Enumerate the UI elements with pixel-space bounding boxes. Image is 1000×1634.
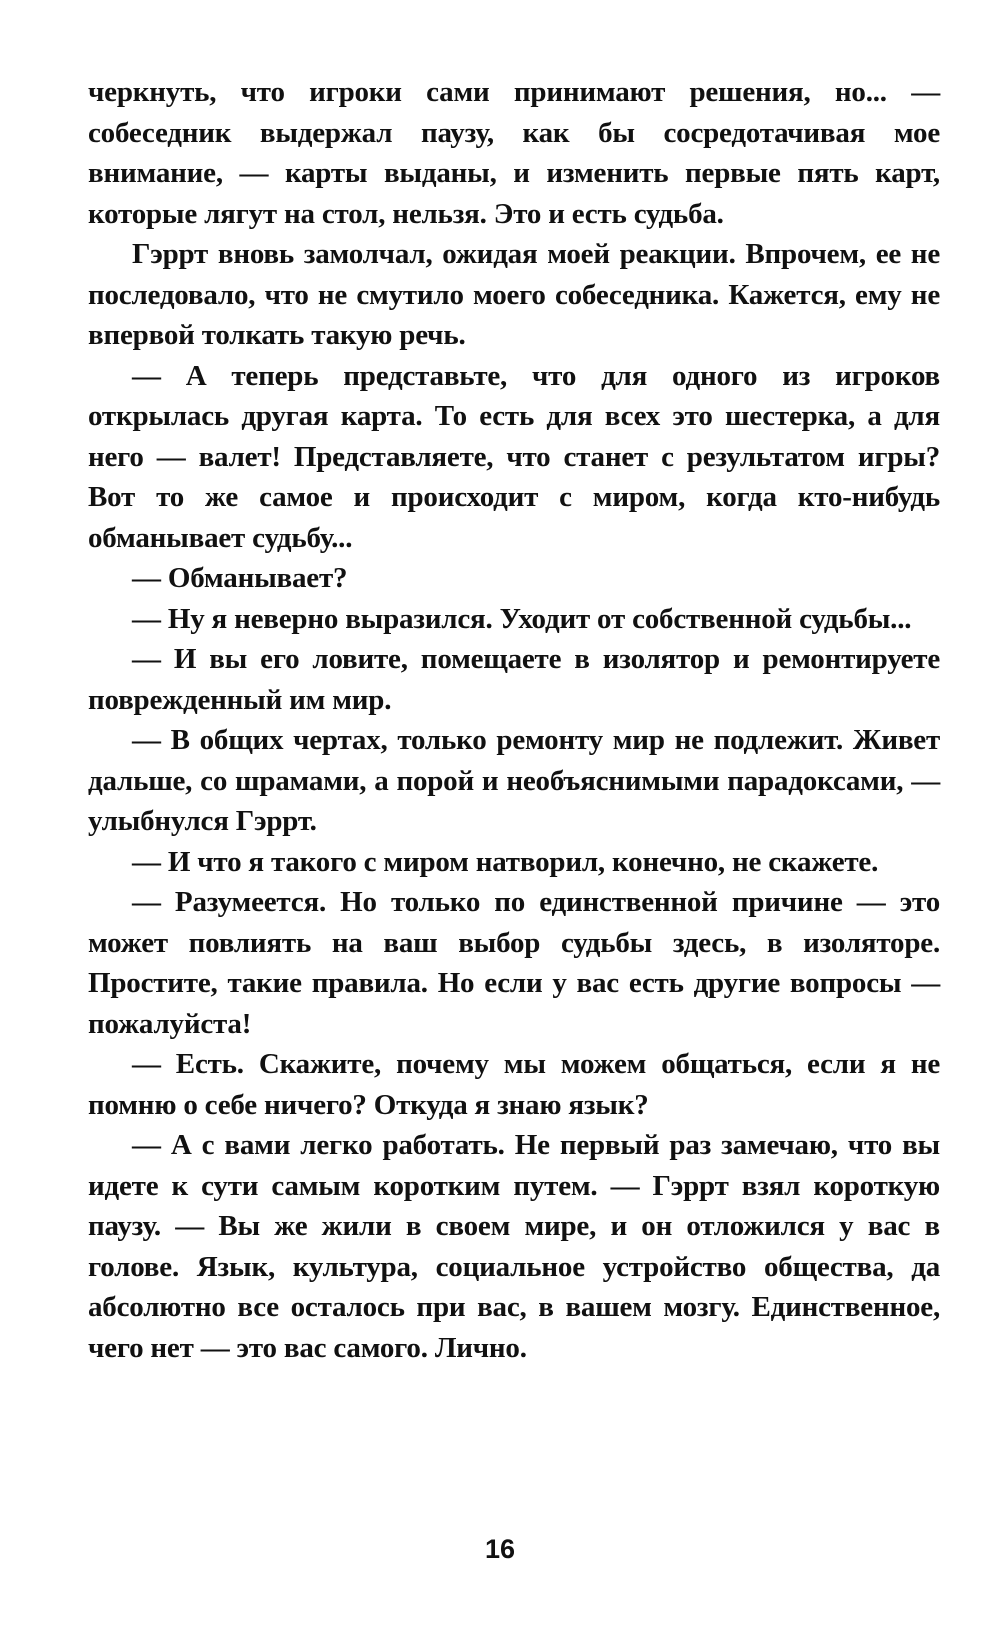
dialogue-line: — И что я такого с миром натворил, конечно, не скажете.: [132, 845, 879, 878]
dialogue-line: — А теперь представьте, что для одного из игроков открылась другая карта. То есть для всех это шестерка, а для него — валет! Представляете, что станет с результатом игры? Вот то же самое и происходит с миром, когда кто-нибудь обманывает судьбу...: [88, 359, 940, 554]
paragraph-continuation: черкнуть, что игроки сами принимают решения, но... — собеседник выдержал паузу, как бы сосредотачивая мое внимание, — карты выданы, и изменить первые пять карт, которые лягут на стол, нельзя. Это и есть судьба.: [88, 76, 940, 230]
dialogue-line: — Разумеется. Но только по единственной причине — это может повлиять на ваш выбор судьбы здесь, в изоляторе. Простите, такие правила. Но если у вас есть другие вопросы — пожалуйста!: [88, 886, 940, 1040]
dialogue-line: — В общих чертах, только ремонту мир не подлежит. Живет дальше, со шрамами, а порой и необъяснимыми парадоксами, — улыбнулся Гэррт.: [88, 724, 940, 837]
dialogue-line: — А с вами легко работать. Не первый раз замечаю, что вы идете к сути самым коротким путем. — Гэррт взял короткую паузу. — Вы же жили в своем мире, и он отложился у вас в голове. Язык, культура, социальное устройство общества, да абсолютно все осталось при вас, в вашем мозгу. Единственное, чего нет — это вас самого. Лично.: [88, 1129, 940, 1364]
dialogue-line: — И вы его ловите, помещаете в изолятор и ремонтируете поврежденный им мир.: [88, 643, 940, 716]
page-number: 16: [484, 1534, 516, 1564]
dialogue-line: — Есть. Скажите, почему мы можем общаться, если я не помню о себе ничего? Откуда я знаю язык?: [88, 1048, 940, 1121]
body-text: [88, 72, 940, 1368]
paragraph: Гэррт вновь замолчал, ожидая моей реакции. Впрочем, ее не последовало, что не смутило моего собеседника. Кажется, ему не впервой толкать такую речь.: [88, 238, 940, 351]
dialogue-line: — Ну я неверно выразился. Уходит от собственной судьбы...: [132, 602, 912, 635]
dialogue-line: — Обманывает?: [132, 562, 348, 594]
